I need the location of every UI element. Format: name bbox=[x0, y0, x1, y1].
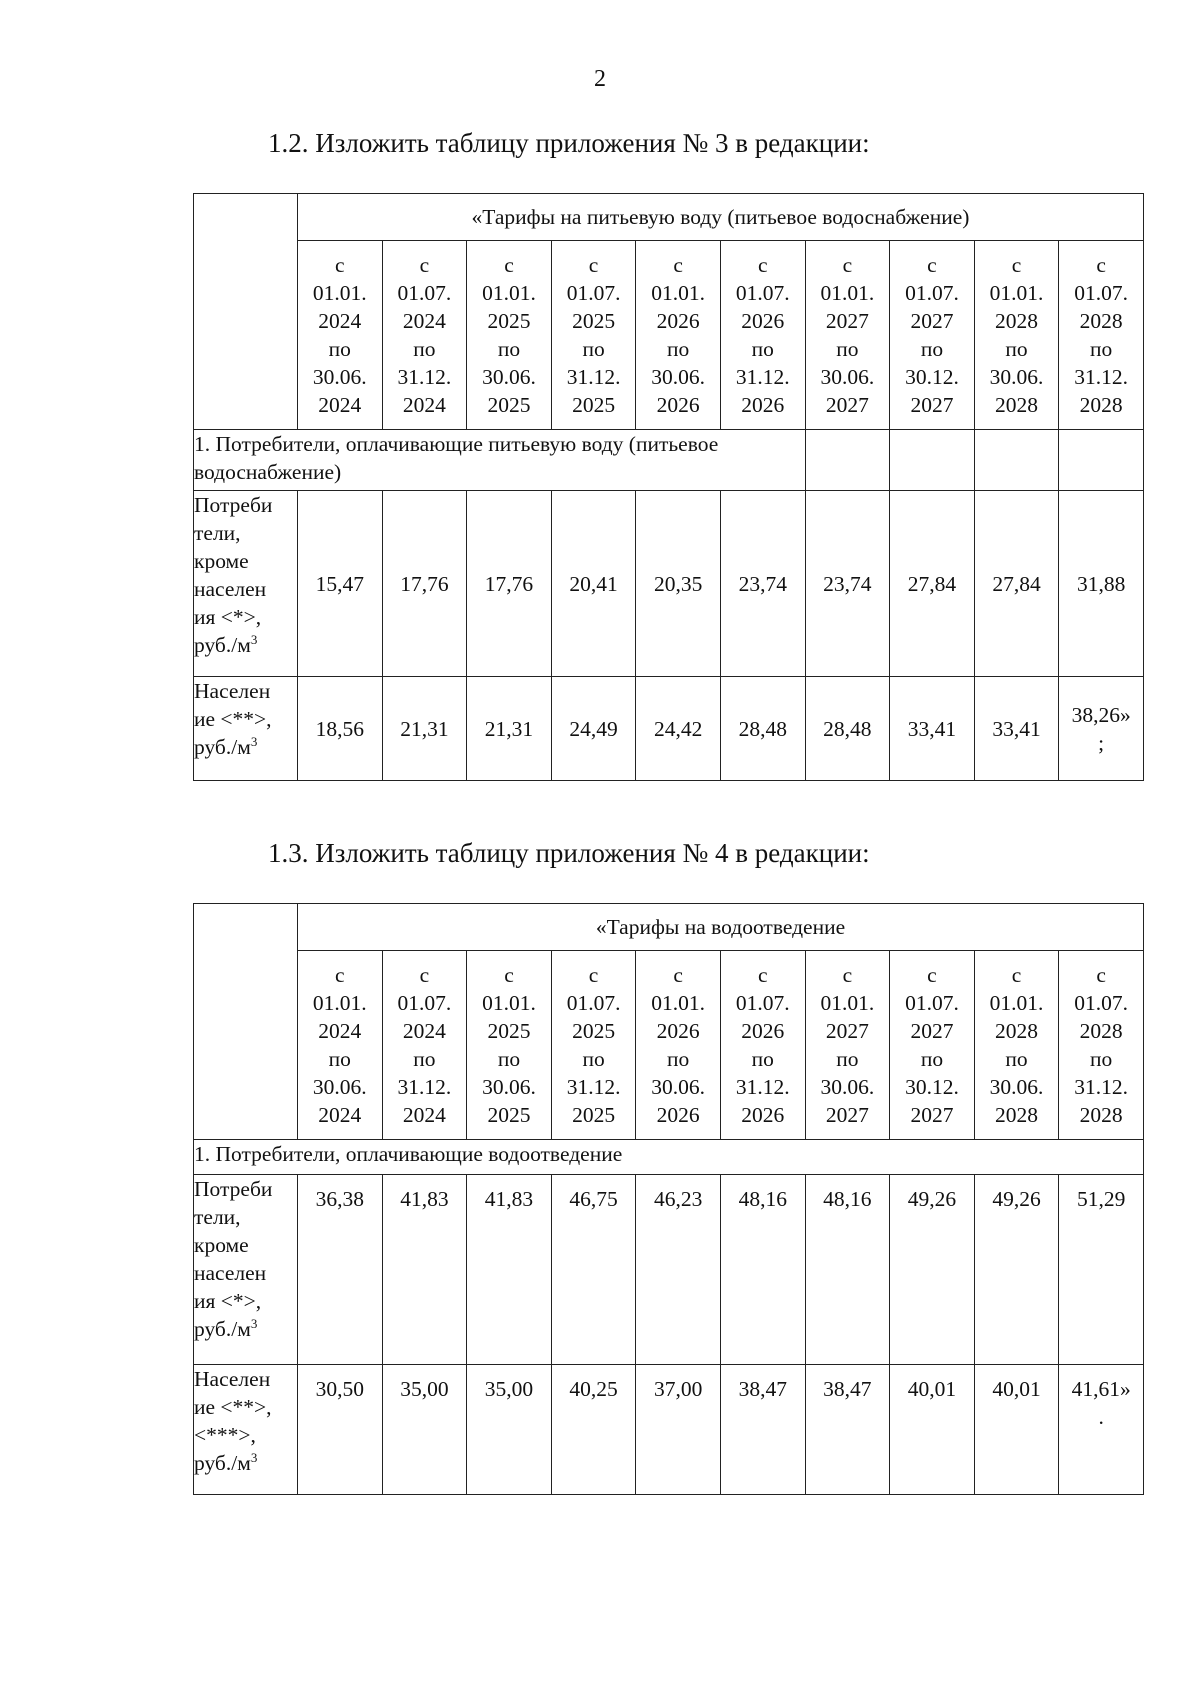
tariff-value: 28,48 bbox=[738, 716, 787, 741]
period-cell bbox=[636, 951, 721, 1140]
period-line: с bbox=[842, 253, 853, 277]
tariff-value-cell bbox=[1059, 491, 1144, 677]
tariff-value-cell bbox=[467, 1365, 552, 1495]
period-line: 01.07. bbox=[735, 991, 790, 1015]
tariff-value-cell bbox=[467, 1175, 552, 1365]
period-line: с bbox=[757, 253, 768, 277]
tariff-value-cell bbox=[890, 1175, 975, 1365]
period-line: 30.06. bbox=[312, 1075, 367, 1099]
period-cell bbox=[298, 951, 383, 1140]
tariff-value-cell bbox=[974, 1175, 1059, 1365]
period-line: 30.06. bbox=[651, 1075, 706, 1099]
period-line: 2024 bbox=[318, 1103, 362, 1127]
table-title: «Тарифы на водоотведение bbox=[298, 904, 1144, 951]
period-line: 01.07. bbox=[397, 281, 452, 305]
empty-cell bbox=[890, 430, 975, 491]
period-line: с bbox=[927, 253, 937, 277]
period-line: 01.01. bbox=[312, 991, 367, 1015]
row-label-line bbox=[194, 733, 297, 761]
tariff-value: 33,41 bbox=[907, 716, 957, 741]
row-label-line bbox=[194, 1449, 297, 1477]
tariff-value-cell bbox=[467, 491, 552, 677]
row-label-text: Населен bbox=[194, 1367, 271, 1391]
period-line: 2028 bbox=[995, 1019, 1039, 1043]
tariff-value-cell bbox=[636, 491, 721, 677]
period-line: 01.01. bbox=[820, 991, 875, 1015]
period-line: 2028 bbox=[995, 309, 1039, 333]
period-line: по bbox=[1090, 337, 1113, 361]
period-line: 2024 bbox=[402, 1103, 446, 1127]
period-line: 31.12. bbox=[566, 1075, 621, 1099]
period-cell bbox=[1059, 241, 1144, 430]
period-line: 2028 bbox=[1079, 1019, 1123, 1043]
page-number: 2 bbox=[594, 66, 606, 92]
tariff-table-drainage bbox=[193, 903, 1144, 1495]
tariff-value: 24,42 bbox=[653, 716, 703, 741]
period-cell bbox=[720, 951, 805, 1140]
group-row bbox=[194, 1140, 1144, 1175]
period-line: с bbox=[757, 963, 768, 987]
row-label-text: <***>, bbox=[194, 1423, 256, 1447]
tariff-value: 30,50 bbox=[315, 1377, 364, 1401]
header-stub-cell bbox=[194, 904, 298, 1140]
row-label-line bbox=[194, 1287, 297, 1315]
tariff-value: 23,74 bbox=[738, 571, 787, 596]
period-line: 2025 bbox=[572, 309, 616, 333]
tariff-value-cell bbox=[551, 1175, 636, 1365]
data-row bbox=[194, 1175, 1144, 1365]
row-label-text: кроме bbox=[194, 549, 249, 573]
period-line: по bbox=[497, 337, 521, 361]
period-line: 01.07. bbox=[905, 991, 959, 1015]
period-line: 2025 bbox=[572, 393, 616, 417]
period-cell bbox=[1059, 951, 1144, 1140]
tariff-value-cell bbox=[551, 1365, 636, 1495]
row-label-text: руб./м bbox=[194, 1451, 251, 1475]
tariff-value: 40,01 bbox=[907, 1377, 957, 1401]
tariff-value-cell bbox=[974, 677, 1059, 781]
tariff-value: 20,41 bbox=[569, 571, 618, 596]
section-heading-2: 1.3. Изложить таблицу приложения № 4 в редакции: bbox=[268, 838, 870, 868]
row-label bbox=[194, 677, 298, 781]
period-line: 2025 bbox=[572, 1103, 616, 1127]
tariff-value: 41,61» bbox=[1071, 1377, 1131, 1401]
tariff-value: 33,41 bbox=[992, 716, 1041, 741]
period-line: по bbox=[836, 337, 859, 361]
tariff-value-cell bbox=[720, 1365, 805, 1495]
row-label bbox=[194, 1365, 298, 1495]
period-line: 2027 bbox=[910, 393, 954, 417]
unit-superscript: 3 bbox=[250, 733, 258, 749]
tail-punctuation: ; bbox=[1098, 730, 1105, 755]
period-line: 2025 bbox=[487, 393, 531, 417]
tariff-value: 17,76 bbox=[400, 571, 449, 596]
row-label-text: ие <**>, bbox=[194, 707, 272, 731]
period-line: 2025 bbox=[572, 1019, 616, 1043]
tariff-value-cell bbox=[1059, 1365, 1144, 1495]
period-cell bbox=[298, 241, 383, 430]
tariff-value-cell bbox=[974, 491, 1059, 677]
unit-superscript: 3 bbox=[250, 1315, 258, 1331]
tariff-value-cell bbox=[805, 677, 890, 781]
row-label-line bbox=[194, 519, 297, 547]
tariff-value: 27,84 bbox=[992, 571, 1041, 596]
period-line: по bbox=[667, 337, 690, 361]
tariff-value-cell bbox=[636, 1175, 721, 1365]
period-line: по bbox=[497, 1047, 521, 1071]
period-line: по bbox=[413, 337, 436, 361]
tariff-value-cell bbox=[298, 677, 383, 781]
period-line: по bbox=[667, 1047, 690, 1071]
period-line: 01.07. bbox=[397, 991, 452, 1015]
row-label-text: Потреби bbox=[194, 493, 273, 517]
group-row bbox=[194, 430, 1144, 491]
period-cell bbox=[636, 241, 721, 430]
period-cell bbox=[382, 241, 467, 430]
tariff-value: 35,00 bbox=[484, 1377, 534, 1401]
period-line: 2027 bbox=[910, 1103, 954, 1127]
title-row bbox=[194, 194, 1144, 241]
period-line: по bbox=[751, 337, 774, 361]
data-row bbox=[194, 491, 1144, 677]
data-row bbox=[194, 1365, 1144, 1495]
tariff-value-cell bbox=[382, 1175, 467, 1365]
tariff-value: 48,16 bbox=[738, 1187, 787, 1211]
period-cell bbox=[467, 241, 552, 430]
period-line: 2026 bbox=[741, 1019, 785, 1043]
period-line: 31.12. bbox=[1074, 365, 1129, 389]
period-line: 2024 bbox=[402, 1019, 446, 1043]
row-label-text: ия <*>, bbox=[194, 605, 262, 629]
period-line: 30.12. bbox=[905, 365, 959, 389]
period-line: с bbox=[504, 963, 514, 987]
tariff-value: 46,23 bbox=[653, 1187, 703, 1211]
row-label-line bbox=[194, 631, 297, 659]
group-label: 1. Потребители, оплачивающие водоотведение bbox=[194, 1140, 1144, 1175]
period-line: 01.01. bbox=[989, 991, 1044, 1015]
period-line: по bbox=[413, 1047, 436, 1071]
period-line: 30.06. bbox=[651, 365, 706, 389]
row-label-line bbox=[194, 547, 297, 575]
row-label-text: руб./м bbox=[194, 633, 251, 657]
tariff-value-cell bbox=[636, 1365, 721, 1495]
row-label-line bbox=[194, 1393, 297, 1421]
table-title: «Тарифы на питьевую воду (питьевое водоснабжение) bbox=[298, 194, 1144, 241]
empty-cell bbox=[1059, 430, 1144, 491]
period-line: 01.01. bbox=[820, 281, 875, 305]
tariff-value: 31,88 bbox=[1076, 571, 1126, 596]
period-line: по bbox=[920, 1047, 944, 1071]
empty-cell bbox=[805, 430, 890, 491]
period-line: 2024 bbox=[318, 1019, 362, 1043]
row-label-line bbox=[194, 1259, 297, 1287]
period-line: 01.07. bbox=[566, 991, 621, 1015]
row-label-line bbox=[194, 677, 297, 705]
period-line: 2028 bbox=[1079, 1103, 1123, 1127]
tariff-value-cell bbox=[720, 491, 805, 677]
tariff-value: 49,26 bbox=[992, 1187, 1041, 1211]
period-line: с bbox=[1096, 253, 1106, 277]
tariff-value-cell bbox=[1059, 677, 1144, 781]
period-line: 2028 bbox=[995, 1103, 1039, 1127]
period-line: 2027 bbox=[910, 1019, 954, 1043]
tariff-value: 21,31 bbox=[484, 716, 534, 741]
row-label-line bbox=[194, 705, 297, 733]
tariff-value-cell bbox=[720, 1175, 805, 1365]
row-label bbox=[194, 1175, 298, 1365]
tariff-value: 37,00 bbox=[653, 1377, 703, 1401]
period-line: 30.12. bbox=[905, 1075, 959, 1099]
row-label-text: ие <**>, bbox=[194, 1395, 272, 1419]
period-line: 31.12. bbox=[735, 365, 790, 389]
tariff-value-cell bbox=[636, 677, 721, 781]
period-cell bbox=[467, 951, 552, 1140]
tariff-value: 36,38 bbox=[315, 1187, 364, 1211]
period-line: с bbox=[1011, 253, 1022, 277]
period-line: 30.06. bbox=[989, 1075, 1044, 1099]
row-label-text: кроме bbox=[194, 1233, 249, 1257]
row-label-text: Населен bbox=[194, 679, 271, 703]
row-label-text: руб./м bbox=[194, 1317, 251, 1341]
data-row bbox=[194, 677, 1144, 781]
tariff-value: 38,47 bbox=[823, 1377, 872, 1401]
period-line: 2027 bbox=[910, 309, 954, 333]
tariff-value-cell bbox=[974, 1365, 1059, 1495]
tariff-value-cell bbox=[805, 491, 890, 677]
tariff-value: 51,29 bbox=[1076, 1187, 1126, 1211]
tariff-value: 23,74 bbox=[823, 571, 872, 596]
tariff-value-cell bbox=[890, 677, 975, 781]
period-line: 2024 bbox=[318, 393, 362, 417]
tariff-value-cell bbox=[890, 1365, 975, 1495]
tariff-value-cell bbox=[720, 677, 805, 781]
header-stub-cell bbox=[194, 194, 298, 430]
row-label-text: руб./м bbox=[194, 735, 251, 759]
tariff-value: 41,83 bbox=[484, 1187, 534, 1211]
row-label bbox=[194, 491, 298, 677]
tariff-value-cell bbox=[1059, 1175, 1144, 1365]
period-line: 2025 bbox=[487, 1103, 531, 1127]
tariff-value-cell bbox=[382, 1365, 467, 1495]
period-line: 01.07. bbox=[905, 281, 959, 305]
period-cell bbox=[720, 241, 805, 430]
period-line: 2027 bbox=[825, 1019, 869, 1043]
period-cell bbox=[551, 951, 636, 1140]
period-line: по bbox=[1090, 1047, 1113, 1071]
period-line: 2027 bbox=[825, 393, 869, 417]
period-line: 01.01. bbox=[989, 281, 1044, 305]
period-line: 2026 bbox=[741, 309, 785, 333]
period-line: 31.12. bbox=[566, 365, 621, 389]
period-cell bbox=[974, 241, 1059, 430]
period-line: 2026 bbox=[656, 1103, 700, 1127]
period-line: 01.01. bbox=[651, 281, 706, 305]
unit-superscript: 3 bbox=[250, 631, 258, 647]
row-label-line bbox=[194, 1421, 297, 1449]
period-header-row bbox=[194, 951, 1144, 1140]
tariff-value: 18,56 bbox=[315, 716, 364, 741]
section-heading-1: 1.2. Изложить таблицу приложения № 3 в редакции: bbox=[268, 128, 870, 158]
period-line: с bbox=[673, 963, 683, 987]
period-line: 2027 bbox=[825, 309, 869, 333]
period-cell bbox=[890, 241, 975, 430]
period-line: с bbox=[673, 253, 683, 277]
period-line: 2026 bbox=[656, 393, 700, 417]
period-line: 30.06. bbox=[312, 365, 367, 389]
row-label-line bbox=[194, 603, 297, 631]
period-line: с bbox=[1011, 963, 1022, 987]
period-line: с bbox=[588, 963, 599, 987]
period-line: 01.07. bbox=[1074, 281, 1129, 305]
period-line: 01.01. bbox=[651, 991, 706, 1015]
period-line: 30.06. bbox=[482, 365, 536, 389]
row-label-line bbox=[194, 575, 297, 603]
tariff-value-cell bbox=[890, 491, 975, 677]
tariff-value: 38,26» bbox=[1071, 702, 1131, 727]
period-line: с bbox=[1096, 963, 1106, 987]
unit-superscript: 3 bbox=[250, 1449, 258, 1465]
tariff-value: 17,76 bbox=[484, 571, 534, 596]
tariff-value: 41,83 bbox=[400, 1187, 449, 1211]
period-line: 2024 bbox=[402, 309, 446, 333]
period-cell bbox=[805, 241, 890, 430]
period-cell bbox=[974, 951, 1059, 1140]
empty-cell bbox=[974, 430, 1059, 491]
tariff-value: 35,00 bbox=[400, 1377, 449, 1401]
period-line: по bbox=[751, 1047, 774, 1071]
period-line: 01.07. bbox=[735, 281, 790, 305]
period-line: 2026 bbox=[741, 393, 785, 417]
period-line: 2026 bbox=[741, 1103, 785, 1127]
period-line: с bbox=[842, 963, 853, 987]
period-line: по bbox=[328, 1047, 351, 1071]
period-line: по bbox=[920, 337, 944, 361]
tariff-value-cell bbox=[551, 677, 636, 781]
period-line: 2026 bbox=[656, 1019, 700, 1043]
period-line: 30.06. bbox=[989, 365, 1044, 389]
tariff-value: 49,26 bbox=[907, 1187, 957, 1211]
tariff-value-cell bbox=[551, 491, 636, 677]
period-cell bbox=[382, 951, 467, 1140]
tariff-value: 27,84 bbox=[907, 571, 957, 596]
tail-punctuation: . bbox=[1098, 1405, 1104, 1429]
period-line: с bbox=[588, 253, 599, 277]
row-label-text: ия <*>, bbox=[194, 1289, 262, 1313]
row-label-text: населен bbox=[194, 1261, 267, 1285]
tariff-value-cell bbox=[382, 491, 467, 677]
period-line: 2028 bbox=[1079, 393, 1123, 417]
period-line: 2024 bbox=[318, 309, 362, 333]
period-line: 31.12. bbox=[397, 365, 452, 389]
tariff-value: 38,47 bbox=[738, 1377, 787, 1401]
period-line: по bbox=[1005, 337, 1028, 361]
period-line: по bbox=[328, 337, 351, 361]
tariff-value: 24,49 bbox=[569, 716, 618, 741]
period-line: 31.12. bbox=[735, 1075, 790, 1099]
tariff-value: 40,25 bbox=[569, 1377, 618, 1401]
period-line: 01.01. bbox=[312, 281, 367, 305]
period-line: 31.12. bbox=[1074, 1075, 1129, 1099]
period-line: 2027 bbox=[825, 1103, 869, 1127]
period-line: с bbox=[335, 963, 345, 987]
group-label: 1. Потребители, оплачивающие питьевую воду (питьевое водоснабжение) bbox=[194, 430, 806, 491]
period-line: с bbox=[419, 963, 430, 987]
period-line: с bbox=[335, 253, 345, 277]
period-line: 30.06. bbox=[820, 1075, 875, 1099]
tariff-value-cell bbox=[382, 677, 467, 781]
tariff-value: 46,75 bbox=[569, 1187, 618, 1211]
tariff-value-cell bbox=[298, 1365, 383, 1495]
tariff-table-water bbox=[193, 193, 1144, 781]
period-line: 01.01. bbox=[482, 991, 536, 1015]
period-line: 2028 bbox=[995, 393, 1039, 417]
period-line: 2025 bbox=[487, 309, 531, 333]
period-line: с bbox=[927, 963, 937, 987]
period-cell bbox=[805, 951, 890, 1140]
period-cell bbox=[551, 241, 636, 430]
row-label-text: Потреби bbox=[194, 1177, 273, 1201]
period-line: 2024 bbox=[402, 393, 446, 417]
tariff-value-cell bbox=[467, 677, 552, 781]
tariff-value: 20,35 bbox=[653, 571, 703, 596]
row-label-line bbox=[194, 491, 297, 519]
period-line: 2026 bbox=[656, 309, 700, 333]
row-label-line bbox=[194, 1315, 297, 1343]
tariff-value: 21,31 bbox=[400, 716, 449, 741]
period-header-row bbox=[194, 241, 1144, 430]
period-line: 2025 bbox=[487, 1019, 531, 1043]
period-line: 01.07. bbox=[1074, 991, 1129, 1015]
period-line: по bbox=[1005, 1047, 1028, 1071]
period-line: 01.01. bbox=[482, 281, 536, 305]
period-line: 01.07. bbox=[566, 281, 621, 305]
tariff-value: 28,48 bbox=[823, 716, 872, 741]
row-label-text: населен bbox=[194, 577, 267, 601]
period-line: 2028 bbox=[1079, 309, 1123, 333]
period-line: с bbox=[504, 253, 514, 277]
tariff-value-cell bbox=[298, 491, 383, 677]
tariff-value-cell bbox=[805, 1175, 890, 1365]
tariff-value: 40,01 bbox=[992, 1377, 1041, 1401]
period-line: по bbox=[836, 1047, 859, 1071]
row-label-line bbox=[194, 1231, 297, 1259]
row-label-line bbox=[194, 1365, 297, 1393]
period-line: по bbox=[582, 1047, 605, 1071]
period-line: 30.06. bbox=[482, 1075, 536, 1099]
tariff-value: 48,16 bbox=[823, 1187, 872, 1211]
period-line: 30.06. bbox=[820, 365, 875, 389]
period-cell bbox=[890, 951, 975, 1140]
row-label-line bbox=[194, 1175, 297, 1203]
tariff-value-cell bbox=[805, 1365, 890, 1495]
tariff-value: 15,47 bbox=[315, 571, 364, 596]
tariff-value-cell bbox=[298, 1175, 383, 1365]
row-label-line bbox=[194, 1203, 297, 1231]
row-label-text: тели, bbox=[194, 1205, 241, 1229]
title-row bbox=[194, 904, 1144, 951]
period-line: по bbox=[582, 337, 605, 361]
period-line: 31.12. bbox=[397, 1075, 452, 1099]
row-label-text: тели, bbox=[194, 521, 241, 545]
period-line: с bbox=[419, 253, 430, 277]
